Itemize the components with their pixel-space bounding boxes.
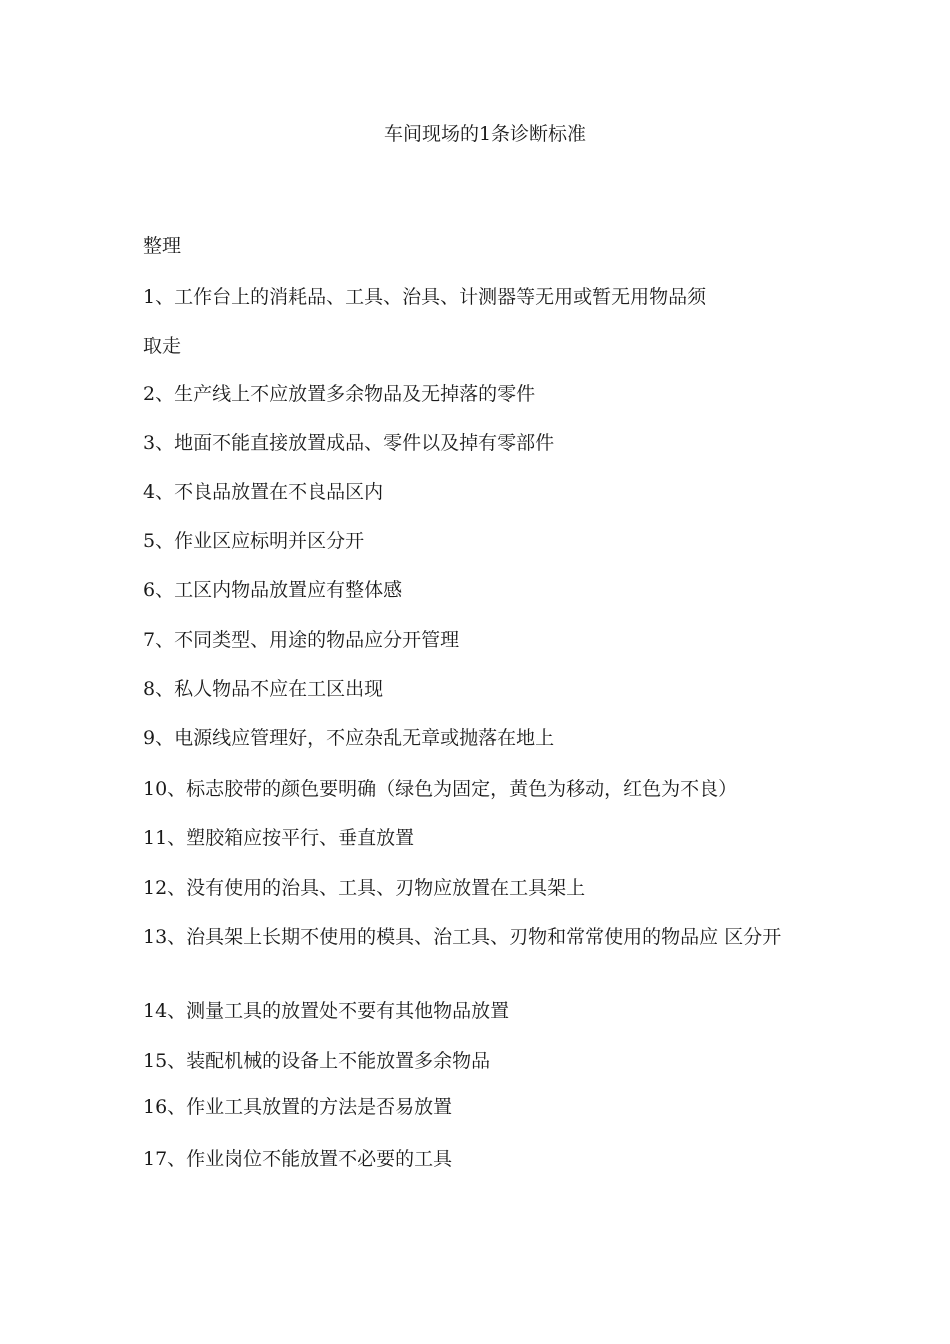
list-item: 7、不同类型、用途的物品应分开管理 — [143, 629, 460, 651]
list-item: 15、装配机械的设备上不能放置多余物品 — [143, 1050, 491, 1072]
list-item: 5、作业区应标明并区分开 — [143, 530, 365, 552]
list-item: 4、不良品放置在不良品区内 — [143, 481, 384, 503]
list-item: 9、电源线应管理好，不应杂乱无章或抛落在地上 — [143, 727, 555, 749]
list-item: 16、作业工具放置的方法是否易放置 — [143, 1096, 453, 1118]
document-title: 车间现场的1条诊断标准 — [383, 123, 587, 145]
list-item: 14、测量工具的放置处不要有其他物品放置 — [143, 1000, 510, 1022]
list-item: 8、私人物品不应在工区出现 — [143, 678, 384, 700]
list-item: 17、作业岗位不能放置不必要的工具 — [143, 1148, 453, 1170]
list-item: 12、没有使用的治具、工具、刃物应放置在工具架上 — [143, 877, 586, 899]
list-item: 取走 — [143, 335, 182, 357]
list-item: 6、工区内物品放置应有整体感 — [143, 579, 403, 601]
list-item: 1、工作台上的消耗品、工具、治具、计测器等无用或暂无用物品须 — [143, 286, 707, 308]
section-heading: 整理 — [143, 235, 182, 257]
list-item: 3、地面不能直接放置成品、零件以及掉有零部件 — [143, 432, 555, 454]
list-item: 10、标志胶带的颜色要明确（绿色为固定，黄色为移动，红色为不良） — [143, 778, 738, 800]
list-item: 11、塑胶箱应按平行、垂直放置 — [143, 827, 415, 849]
list-item: 2、生产线上不应放置多余物品及无掉落的零件 — [143, 383, 536, 405]
list-item: 13、治具架上长期不使用的模具、治工具、刃物和常常使用的物品应 区分开 — [143, 926, 782, 948]
